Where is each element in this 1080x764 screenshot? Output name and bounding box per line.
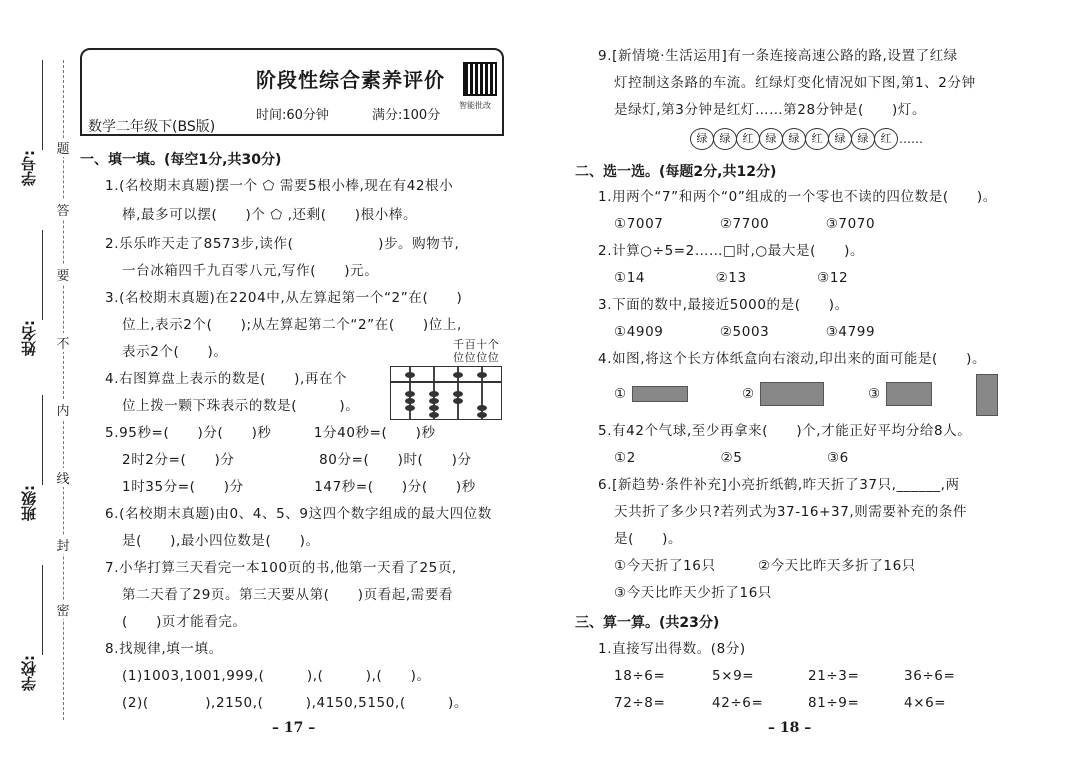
traffic-light: 绿 xyxy=(690,128,714,150)
option-marker: ① xyxy=(614,386,627,402)
question-line: 5.有42个气球,至少再拿来( )个,才能正好平均分给8人。 xyxy=(598,423,972,439)
question-line: 8.找规律,填一填。 xyxy=(105,641,223,657)
strip-option-a xyxy=(632,386,688,402)
calc-item: 72÷8= xyxy=(614,695,666,711)
question-line: (2)( ),2150,( ),4150,5150,( )。 xyxy=(122,695,468,711)
traffic-light-sequence xyxy=(690,128,923,150)
question-line: 天共折了多少只?若列式为37-16+37,则需要补充的条件 xyxy=(614,504,968,520)
question-line: 4.右图算盘上表示的数是( ),再在个 xyxy=(105,371,348,387)
traffic-light: 绿 xyxy=(713,128,737,150)
abacus-figure xyxy=(390,366,502,420)
question-line: 1.直接写出得数。(8分) xyxy=(598,641,746,657)
calc-item: 81÷9= xyxy=(808,695,860,711)
question-line: 是( )。 xyxy=(614,531,683,547)
traffic-light: 绿 xyxy=(828,128,852,150)
full-score: 满分:100分 xyxy=(372,108,441,123)
class-label: 班级: xyxy=(20,485,38,521)
page-number: – 17 – xyxy=(272,720,316,736)
seal-char: 内 xyxy=(56,400,70,419)
question-line: 4.如图,将这个长方体纸盒向右滚动,印出来的面可能是( )。 xyxy=(598,351,987,367)
exam-time: 时间:60分钟 xyxy=(256,108,329,123)
seal-char: 答 xyxy=(56,200,70,219)
calc-item: 18÷6= xyxy=(614,668,666,684)
seal-char: 封 xyxy=(56,535,70,554)
seal-char: 密 xyxy=(56,600,70,619)
question-line: 第二天看了29页。第三天要从第( )页看起,需要看 xyxy=(122,587,454,603)
page-title: 阶段性综合素养评价 xyxy=(256,68,445,92)
question-line: 5.95秒=( )分( )秒 1分40秒=( )秒 xyxy=(105,425,436,441)
question-line: 3.(名校期末真题)在2204中,从左算起第一个“2”在( ) xyxy=(105,290,463,306)
seal-char: 要 xyxy=(56,265,70,284)
question-line: 2时2分=( )分 80分=( )时( )分 xyxy=(122,452,472,468)
question-line: 6.[新趋势·条件补充]小亮折纸鹤,昨天折了37只,______,两 xyxy=(598,477,960,493)
question-line: 是( ),最小四位数是( )。 xyxy=(122,533,320,549)
calc-item: 21÷3= xyxy=(808,668,860,684)
option-line: ①今天折了16只 ②今天比昨天多折了16只 xyxy=(614,558,916,574)
student-id-label: 学号: xyxy=(20,150,38,186)
traffic-light: 绿 xyxy=(782,128,806,150)
traffic-light: 红 xyxy=(736,128,760,150)
option-marker: ② xyxy=(742,386,755,402)
qr-label: 智能批改 xyxy=(459,101,491,110)
question-line: 表示2个( )。 xyxy=(122,344,228,360)
class-line xyxy=(42,395,43,485)
abacus-label: 位位位位 xyxy=(453,351,500,364)
student-id-line xyxy=(42,60,43,150)
question-line: ( )页才能看完。 xyxy=(122,614,247,630)
school-line xyxy=(42,565,43,655)
traffic-ellipsis: …… xyxy=(899,132,923,146)
seal-char: 线 xyxy=(56,468,70,487)
qr-code-icon[interactable] xyxy=(463,62,497,96)
question-line: 1时35分=( )分 147秒=( )分( )秒 xyxy=(122,479,476,495)
calc-item: 4×6= xyxy=(904,695,947,711)
section-title: 三、算一算。(共23分) xyxy=(575,615,720,631)
name-line xyxy=(42,230,43,320)
option-line: ①2 ②5 ③6 xyxy=(614,450,849,466)
calc-item: 42÷6= xyxy=(712,695,764,711)
option-line: ③今天比昨天少折了16只 xyxy=(614,585,772,601)
calc-item: 36÷6= xyxy=(904,668,956,684)
section-title: 一、填一填。(每空1分,共30分) xyxy=(80,152,282,168)
cuboid-box-figure xyxy=(976,374,998,416)
calc-item: 5×9= xyxy=(712,668,755,684)
abacus-label: 千百十个 xyxy=(453,338,500,351)
strip-option-c xyxy=(886,382,932,406)
question-line: 一台冰箱四千九百零八元,写作( )元。 xyxy=(122,263,379,279)
question-line: 9.[新情境·生活运用]有一条连接高速公路的路,设置了红绿 xyxy=(598,48,958,64)
traffic-light: 红 xyxy=(874,128,898,150)
strip-option-b xyxy=(760,382,824,406)
question-line: 棒,最多可以摆( )个 ⬠ ,还剩( )根小棒。 xyxy=(122,207,418,223)
traffic-light: 红 xyxy=(805,128,829,150)
question-line: 位上拨一颗下珠表示的数是( )。 xyxy=(122,398,360,414)
page-number: – 18 – xyxy=(768,720,812,736)
school-label: 学校: xyxy=(20,655,38,691)
question-line: 位上,表示2个( );从左算起第二个“2”在( )位上, xyxy=(122,317,462,333)
question-line: 1.用两个“7”和两个“0”组成的一个零也不读的四位数是( )。 xyxy=(598,189,997,205)
question-line: 7.小华打算三天看完一本100页的书,他第一天看了25页, xyxy=(105,560,457,576)
section-title: 二、选一选。(每题2分,共12分) xyxy=(575,164,777,180)
question-line: 1.(名校期末真题)摆一个 ⬠ 需要5根小棒,现在有42根小 xyxy=(105,178,454,194)
option-line: ①7007 ②7700 ③7070 xyxy=(614,216,876,232)
grade-label: 数学二年级下(BS版) xyxy=(88,119,216,135)
option-marker: ③ xyxy=(868,386,881,402)
option-line: ①14 ②13 ③12 xyxy=(614,270,849,286)
question-line: (1)1003,1001,999,( ),( ),( )。 xyxy=(122,668,431,684)
question-line: 6.(名校期末真题)由0、4、5、9这四个数字组成的最大四位数 xyxy=(105,506,492,522)
seal-char: 不 xyxy=(56,333,70,352)
seal-char: 题 xyxy=(56,138,70,157)
question-line: 灯控制这条路的车流。红绿灯变化情况如下图,第1、2分钟 xyxy=(614,75,976,91)
option-line: ①4909 ②5003 ③4799 xyxy=(614,324,876,340)
question-line: 2.计算○÷5=2……□时,○最大是( )。 xyxy=(598,243,865,259)
question-line: 2.乐乐昨天走了8573步,读作( )步。购物节, xyxy=(105,236,460,252)
traffic-light: 绿 xyxy=(851,128,875,150)
question-line: 3.下面的数中,最接近5000的是( )。 xyxy=(598,297,849,313)
question-line: 是绿灯,第3分钟是红灯……第28分钟是( )灯。 xyxy=(614,102,927,118)
name-label: 姓名: xyxy=(20,320,38,356)
seal-line xyxy=(63,60,64,720)
traffic-light: 绿 xyxy=(759,128,783,150)
